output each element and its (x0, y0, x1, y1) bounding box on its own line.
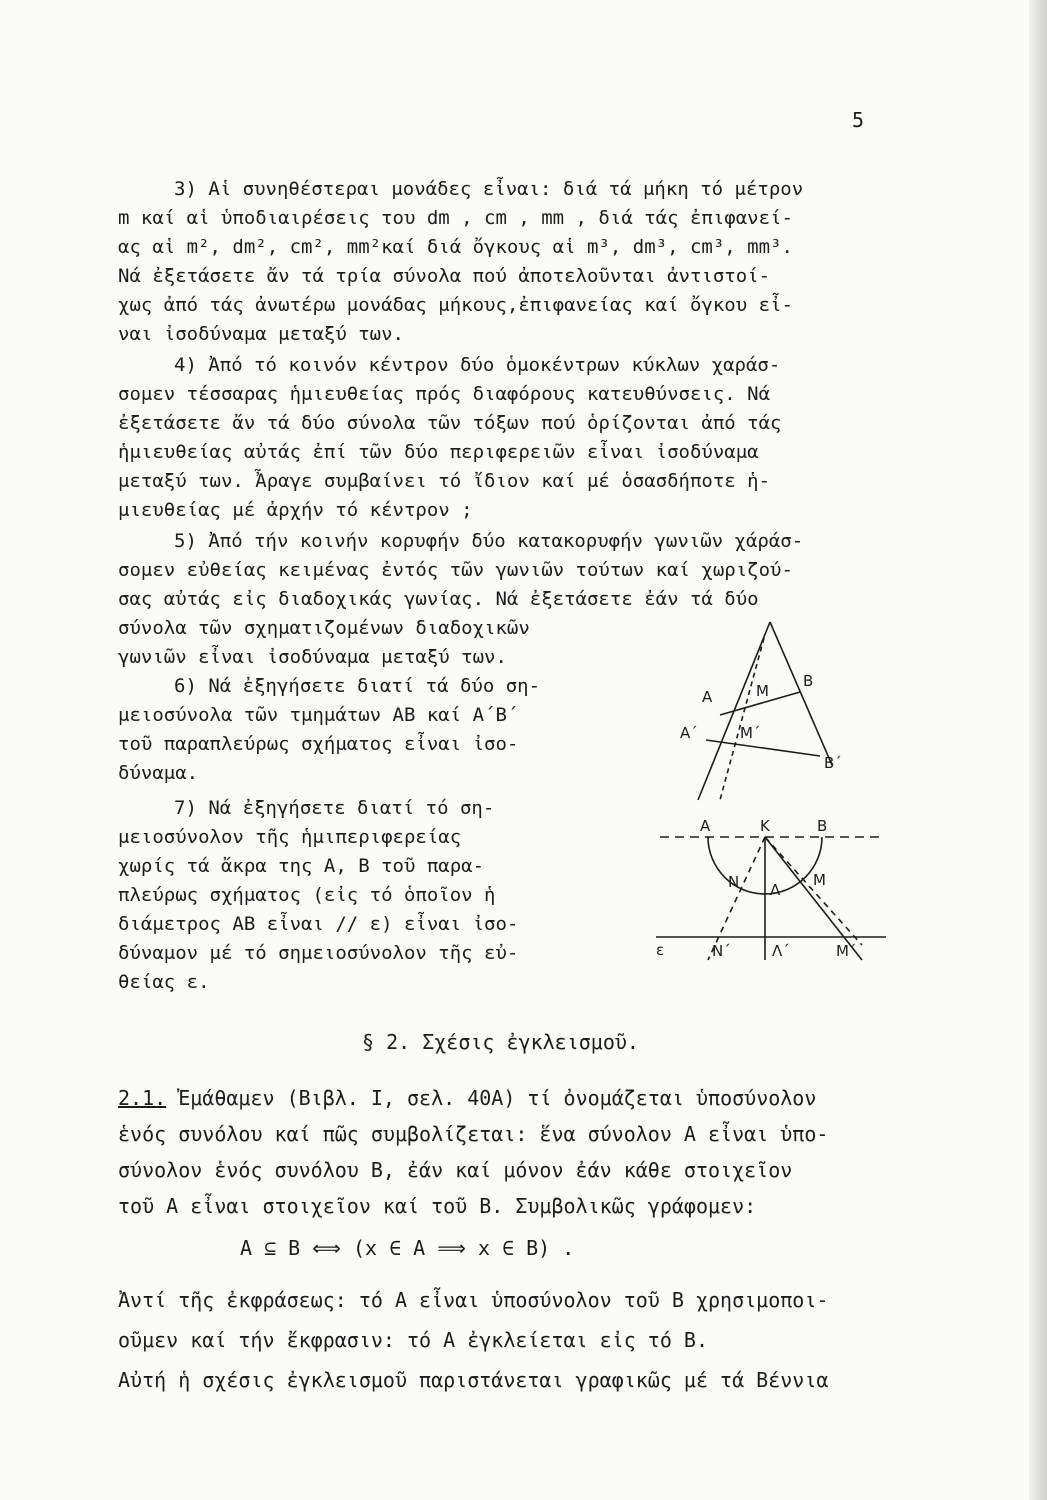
triangle-right-side (770, 622, 832, 765)
item5-line-3: σας αὐτάς εἰς διαδοχικάς γωνίας. Νά ἐξετάσετε ἐάν τά δύο (118, 588, 759, 610)
item6-line-3: τοῦ παραπλεύρως σχήματος εἶναι ἰσο- (118, 733, 519, 755)
item3-line-2: m καί αἱ ὑποδιαιρέσεις του dm , cm , mm , διά τάς ἐπιφανεί- (118, 207, 793, 229)
label-m2: Μ (813, 871, 826, 889)
subsection-line-1: Ἐμάθαμεν (Βιβλ. Ι, σελ. 40Α) τί ὀνομάζεται ὑποσύνολον (178, 1086, 817, 1110)
closing-line-3: Αὐτή ἡ σχέσις ἐγκλεισμοῦ παριστάνεται γραφικῶς μέ τά Βέννια (118, 1368, 829, 1392)
item3-line-4: Νά ἐξετάσετε ἄν τά τρία σύνολα πού ἀποτελοῦνται ἀντιστοί- (118, 265, 771, 287)
label-a: Α (702, 688, 713, 706)
item7-line-7: θείας ε. (118, 971, 210, 993)
item6-line-2: μειοσύνολα τῶν τμημάτων ΑΒ καί Α΄Β΄ (118, 704, 519, 726)
item3-line-1: 3) Αἱ συνηθέστεραι μονάδες εἶναι: διά τά μήκη τό μέτρον (174, 178, 804, 200)
item7-line-1: 7) Νά ἐξηγήσετε διατί τό ση- (174, 797, 495, 819)
item4-line-4: ἡμιευθείας αὐτάς ἐπί τῶν δύο περιφερειῶν εἶναι ἰσοδύναμα (118, 441, 759, 463)
item4-line-3: ἐξετάσετε ἄν τά δύο σύνολα τῶν τόξων πού ὁρίζονται ἀπό τάς (118, 412, 782, 434)
item5-line-5: γωνιῶν εἶναι ἰσοδύναμα μεταξύ των. (118, 646, 507, 668)
label-a-prime: Α΄ (680, 724, 698, 742)
item5-line-2: σομεν εὐθείας κειμένας ἐντός τῶν γωνιῶν τούτων καί χωριζού- (118, 559, 793, 581)
inclusion-formula: Α ⊆ Β ⟺ (x ∈ Α ⟹ x ∈ Β) . (240, 1236, 575, 1260)
subsection-line-3: σύνολον ἑνός συνόλου Β, ἐάν καί μόνον ἐάν κάθε στοιχεῖον (118, 1158, 793, 1182)
item7-line-3: χωρίς τά ἄκρα της Α, Β τοῦ παρα- (118, 855, 485, 877)
item3-line-5: χως ἀπό τάς ἀνωτέρω μονάδας μήκους,ἐπιφανείας καί ὄγκου εἶ- (118, 294, 793, 316)
segment-a2b2 (706, 740, 820, 756)
label-b-prime: Β΄ (824, 754, 842, 772)
item3-line-3: ας αἱ m², dm², cm², mm²καί διά ὄγκους αἱ m³, dm³, cm³, mm³. (118, 236, 793, 258)
item5-line-1: 5) Ἀπό τήν κοινήν κορυφήν δύο κατακορυφήν γωνιῶν χάράσ- (174, 530, 804, 552)
item4-line-6: μιευθείας μέ ἀρχήν τό κέντρον ; (118, 499, 473, 521)
item3-line-6: ναι ἰσοδύναμα μεταξύ των. (118, 323, 404, 345)
figure-semicircle-diagram (650, 815, 890, 965)
label-lambda-prime: Λ΄ (772, 942, 790, 960)
label-n: Ν (728, 873, 740, 891)
closing-line-2: οῦμεν καί τήν ἔκφρασιν: τό Α ἐγκλείεται εἰς τό Β. (118, 1328, 709, 1352)
page-number: 5 (852, 108, 865, 132)
label-k: Κ (760, 817, 770, 835)
item4-line-1: 4) Ἀπό τό κοινόν κέντρον δύο ὁμοκέντρων κύκλων χαράσ- (174, 354, 781, 376)
label-m: Μ (756, 682, 769, 700)
page-edge-shadow (1029, 0, 1047, 1500)
label-a2: Α (700, 817, 711, 835)
label-b2: Β (817, 817, 828, 835)
section-heading: § 2. Σχέσις ἐγκλεισμοῦ. (362, 1030, 639, 1054)
item7-line-6: δύναμον μέ τό σημειοσύνολον τῆς εὐ- (118, 942, 519, 964)
subsection-number: 2.1. (118, 1086, 167, 1110)
item6-line-1: 6) Νά ἐξηγήσετε διατί τά δύο ση- (174, 675, 541, 697)
item5-line-4: σύνολα τῶν σχηματιζομένων διαδοχικῶν (118, 617, 530, 639)
item4-line-2: σομεν τέσσαρας ἡμιευθείας πρός διαφόρους κατευθύνσεις. Νά (118, 383, 771, 405)
item7-line-4: πλεύρως σχήματος (εἰς τό ὁποῖον ἡ (118, 884, 496, 906)
item4-line-5: μεταξύ των. Ἆραγε συμβαίνει τό ἴδιον καί μέ ὁσασδήποτε ἡ- (118, 470, 771, 492)
item7-line-5: διάμετρος ΑΒ εἶναι // ε) εἶναι ἰσο- (118, 913, 519, 935)
subsection-line-2: ἑνός συνόλου καί πῶς συμβολίζεται: ἕνα σύνολον Α εἶναι ὑπο- (118, 1122, 829, 1146)
figure-segments-diagram (660, 610, 860, 810)
projection-line (720, 638, 764, 800)
closing-line-1: Ἀντί τῆς ἐκφράσεως: τό Α εἶναι ὑποσύνολον τοῦ Β χρησιμοποι- (118, 1288, 829, 1312)
item7-line-2: μειοσύνολον τῆς ἡμιπεριφερείας (118, 826, 462, 848)
label-m-prime2: Μ΄ (836, 942, 857, 960)
item6-line-4: δύναμα. (118, 762, 199, 784)
subsection-line-4: τοῦ Α εἶναι στοιχεῖον καί τοῦ Β. Συμβολικῶς γράφομεν: (118, 1194, 757, 1218)
label-epsilon: ε (656, 941, 665, 959)
label-m-prime: Μ΄ (740, 724, 761, 742)
label-b: Β (803, 672, 814, 690)
label-lambda: Λ (770, 881, 781, 899)
label-n-prime: Ν΄ (712, 942, 731, 960)
